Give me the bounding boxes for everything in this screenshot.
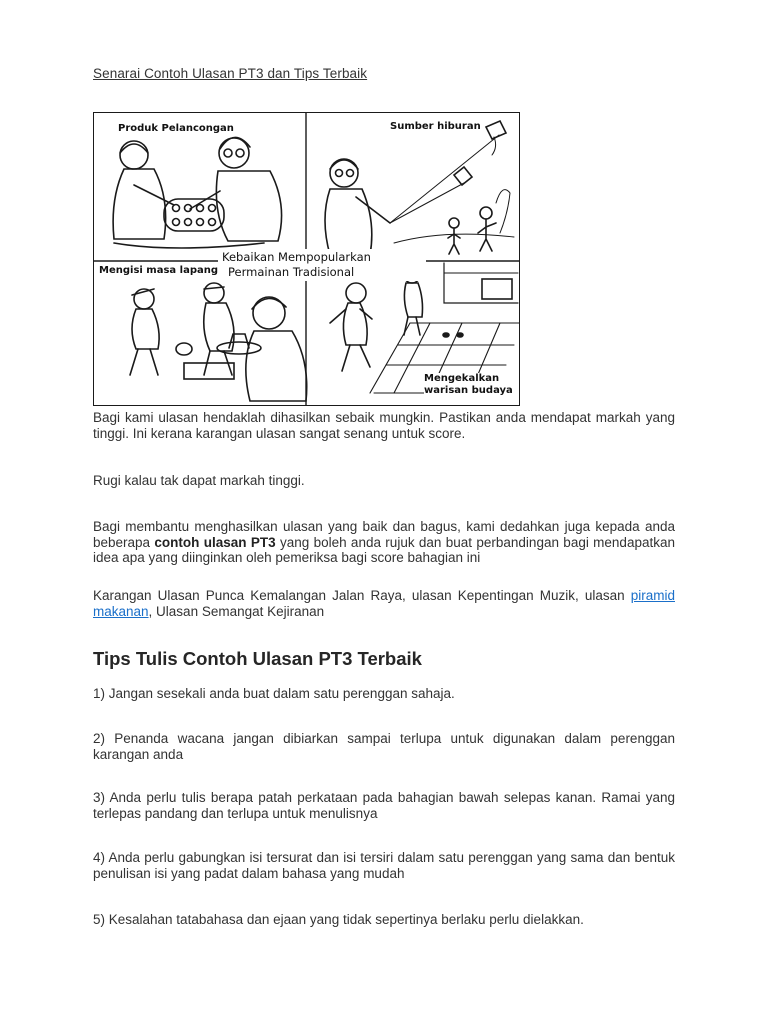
tip-item-4: 4) Anda perlu gabungkan isi tersurat dan isi tersiri dalam satu perenggan yang sama dan bentuk penulisan isi yang padat dalam bahasa yang mudah — [93, 850, 675, 881]
paragraph-bantu-text-1: Bagi membantu menghasilkan ulasan yang baik dan bagus, kami dedahkan juga kepada anda beberapa — [93, 519, 675, 550]
tip-item-5: 5) Kesalahan tatabahasa dan ejaan yang tidak sepertinya berlaku perlu dielakkan. — [93, 912, 584, 927]
piramid-makanan-link[interactable]: piramid makanan — [93, 588, 675, 619]
label-warisan-budaya: warisan budaya — [424, 385, 513, 396]
tip-item-3: 3) Anda perlu tulis berapa patah perkataan pada bahagian bawah selepas kanan. Ramai yang terlepas pandang dan terlupa untuk menulisnya — [93, 790, 675, 821]
paragraph-bantu-text-2: yang boleh anda rujuk dan buat perbandingan bagi mendapatkan idea apa yang diinginkan oleh pemeriksa bagi score bahagian ini — [93, 534, 675, 565]
document-title-link[interactable]: Senarai Contoh Ulasan PT3 dan Tips Terbaik — [93, 66, 368, 81]
keyword-contoh-ulasan: contoh ulasan PT3 — [154, 534, 276, 550]
center-caption-line2: Permainan Tradisional — [228, 265, 355, 279]
paragraph-karangan-list — [93, 588, 675, 619]
karangan-list-text-2: , Ulasan Semangat Kejiranan — [148, 603, 325, 619]
label-mengekalkan: Mengekalkan — [424, 373, 500, 384]
tips-heading: Tips Tulis Contoh Ulasan PT3 Terbaik — [93, 648, 422, 669]
label-mengekalkan-warisan — [424, 373, 513, 397]
comic-illustration — [93, 112, 520, 406]
label-produk-pelancongan: Produk Pelancongan — [118, 123, 234, 134]
karangan-list-text-1: Karangan Ulasan Punca Kemalangan Jalan Raya, ulasan Kepentingan Muzik, ulasan — [93, 588, 631, 603]
label-sumber-hiburan: Sumber hiburan — [390, 121, 481, 132]
paragraph-bantu — [93, 519, 675, 566]
tip-item-1: 1) Jangan sesekali anda buat dalam satu perenggan sahaja. — [93, 686, 455, 701]
tip-item-2: 2) Penanda wacana jangan dibiarkan sampai terlupa untuk digunakan dalam perenggan karangan anda — [93, 731, 675, 762]
paragraph-rugi: Rugi kalau tak dapat markah tinggi. — [93, 473, 305, 488]
center-caption-line1: Kebaikan Mempopularkan — [222, 250, 371, 264]
illustration-center-caption — [218, 249, 426, 281]
paragraph-intro: Bagi kami ulasan hendaklah dihasilkan sebaik mungkin. Pastikan anda mendapat markah yang tinggi. Ini kerana karangan ulasan sangat senang untuk score. — [93, 410, 675, 441]
label-mengisi-masa-lapang: Mengisi masa lapang — [99, 265, 219, 276]
